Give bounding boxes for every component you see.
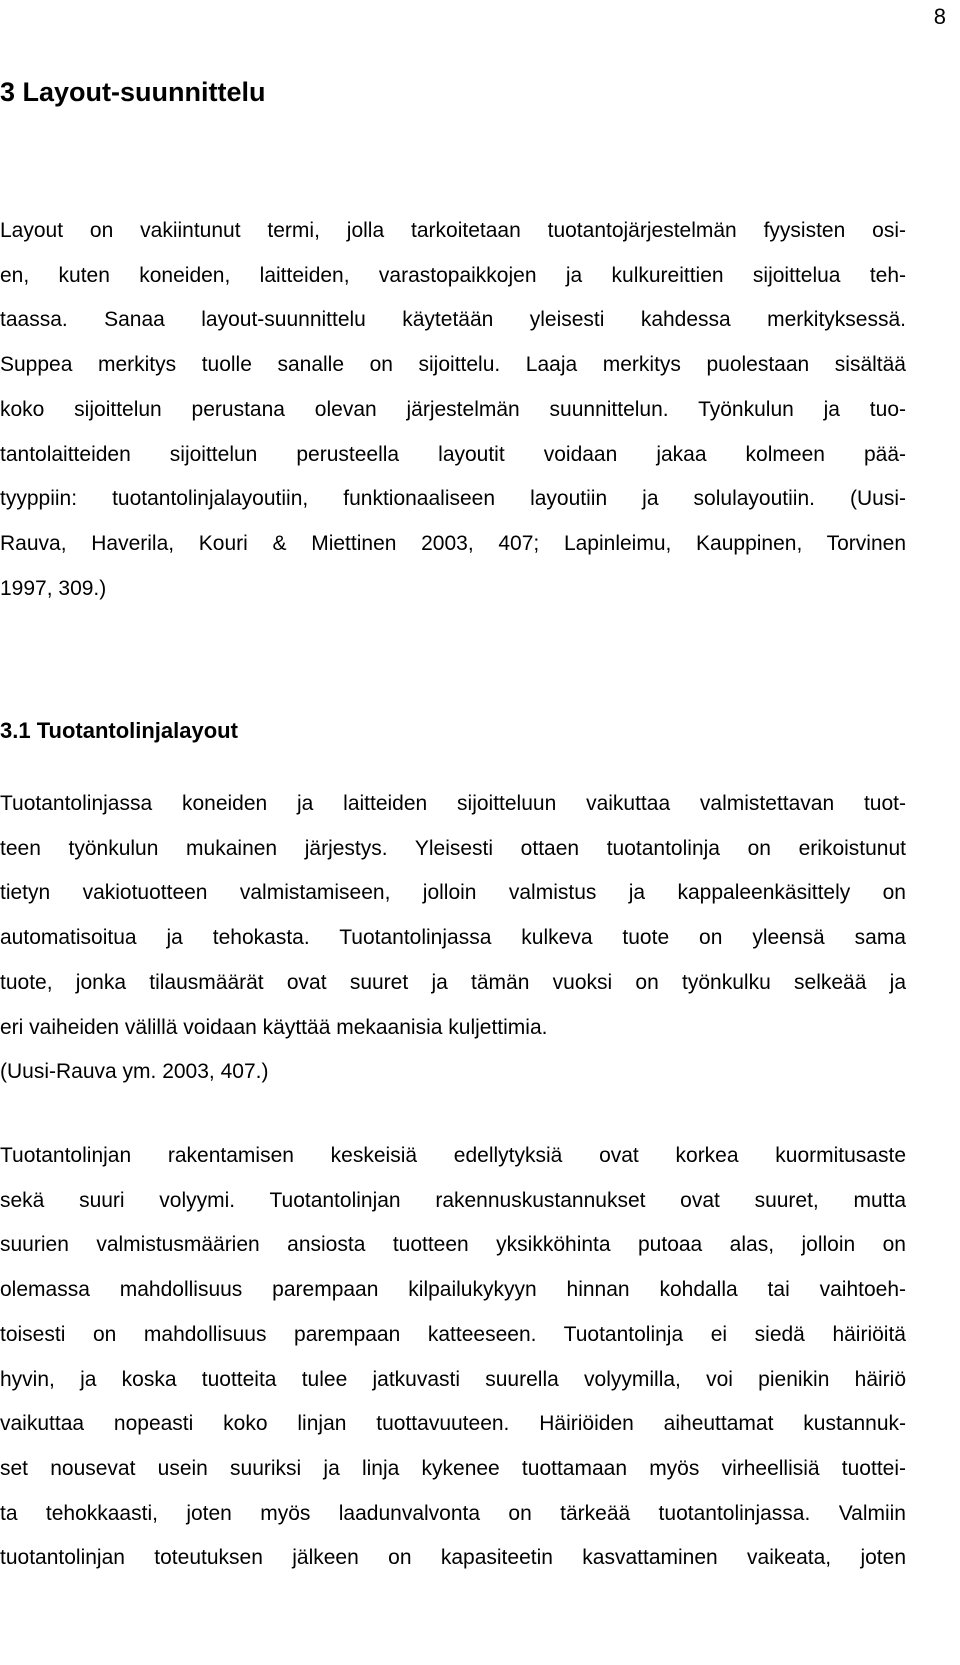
text-line: 1997, 309.) <box>0 576 107 600</box>
text-line: en, kuten koneiden, laitteiden, varastopaikkojen ja kulkureittien sijoittelua teh- <box>0 263 906 287</box>
text-line: tuote, jonka tilausmäärät ovat suuret ja tämän vuoksi on työnkulku selkeää ja <box>0 970 906 994</box>
text-line: Tuotantolinjassa koneiden ja laitteiden sijoitteluun vaikuttaa valmistettavan tuot- <box>0 792 906 815</box>
text-line: (Uusi-Rauva ym. 2003, 407.) <box>0 1060 269 1084</box>
text-line: suurien valmistusmäärien ansiosta tuotteen yksikköhinta putoaa alas, jolloin on <box>0 1233 906 1257</box>
text-line: set nousevat usein suuriksi ja linja kykenee tuottamaan myös virheellisiä tuottei- <box>0 1456 906 1480</box>
paragraph-intro <box>0 209 906 611</box>
section-heading: 3.1 Tuotantolinjalayout <box>0 718 238 743</box>
text-line: automatisoitua ja tehokasta. Tuotantolinjassa kulkeva tuote on yleensä sama <box>0 926 906 950</box>
text-line: olemassa mahdollisuus parempaan kilpailukykyyn hinnan kohdalla tai vaihtoeh- <box>0 1278 906 1302</box>
text-line: tuotantolinjan toteutuksen jälkeen on kapasiteetin kasvattaminen vaikeata, joten <box>0 1546 906 1570</box>
paragraph-requirements <box>0 1134 906 1581</box>
text-line: koko sijoittelun perustana olevan järjestelmän suunnittelun. Työnkulun ja tuo- <box>0 397 906 421</box>
text-line: tantolaitteiden sijoittelun perusteella layoutit voidaan jakaa kolmeen pää- <box>0 442 906 466</box>
text-line: Layout on vakiintunut termi, jolla tarkoitetaan tuotantojärjestelmän fyysisten osi- <box>0 219 906 242</box>
paragraph-production-line <box>0 782 906 1095</box>
text-line: tietyn vakiotuotteen valmistamiseen, jolloin valmistus ja kappaleenkäsittely on <box>0 881 906 905</box>
text-line: Tuotantolinjan rakentamisen keskeisiä edellytyksiä ovat korkea kuormitusaste <box>0 1144 906 1167</box>
text-line: tyyppiin: tuotantolinjalayoutiin, funktionaaliseen layoutiin ja solulayoutiin. (Uusi- <box>0 487 906 511</box>
text-line: eri vaiheiden välillä voidaan käyttää mekaanisia kuljettimia. <box>0 1015 548 1039</box>
text-line: vaikuttaa nopeasti koko linjan tuottavuuteen. Häiriöiden aiheuttamat kustannuk- <box>0 1412 906 1436</box>
text-line: taassa. Sanaa layout-suunnittelu käytetään yleisesti kahdessa merkityksessä. <box>0 308 906 332</box>
page-number: 8 <box>933 4 946 29</box>
text-line: toisesti on mahdollisuus parempaan katteeseen. Tuotantolinja ei siedä häiriöitä <box>0 1322 906 1346</box>
text-line: ta tehokkaasti, joten myös laadunvalvonta on tärkeää tuotantolinjassa. Valmiin <box>0 1501 906 1525</box>
text-line: teen työnkulun mukainen järjestys. Yleisesti ottaen tuotantolinja on erikoistunut <box>0 836 906 860</box>
text-line: sekä suuri volyymi. Tuotantolinjan rakennuskustannukset ovat suuret, mutta <box>0 1188 906 1212</box>
text-line: hyvin, ja koska tuotteita tulee jatkuvasti suurella volyymilla, voi pienikin häiriö <box>0 1367 906 1391</box>
text-line: Suppea merkitys tuolle sanalle on sijoittelu. Laaja merkitys puolestaan sisältää <box>0 353 906 377</box>
text-line: Rauva, Haverila, Kouri & Miettinen 2003, 407; Lapinleimu, Kauppinen, Torvinen <box>0 531 906 555</box>
chapter-heading: 3 Layout-suunnittelu <box>0 77 266 107</box>
